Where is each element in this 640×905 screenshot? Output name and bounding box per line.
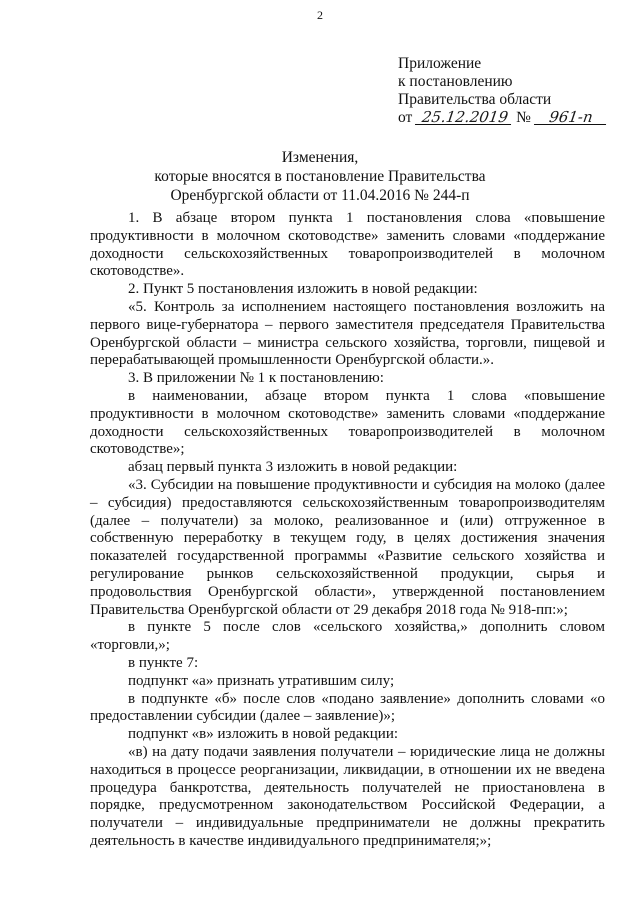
appendix-date-number-line [398, 109, 618, 127]
number-label: № [516, 109, 531, 126]
paragraph: «5. Контроль за исполнением настоящего постановления возложить на первого вице-губернатора – первого заместителя председателя Правительства Оренбургской области – министра сельского хозяйства, торговли, пищевой и перерабатывающей промышленности Оренбургской области.». [90, 298, 605, 369]
appendix-to-resolution: к постановлению [398, 73, 513, 90]
page-number: 2 [317, 8, 323, 22]
paragraph: 3. В приложении № 1 к постановлению: [128, 370, 384, 387]
title-line-2: которые вносятся в постановление Правительства [154, 168, 486, 185]
title-line-3: Оренбургской области от 11.04.2016 № 244-п [170, 187, 470, 204]
appendix-government: Правительства области [398, 91, 552, 108]
appendix-title: Приложение [398, 55, 482, 72]
document-title [0, 148, 640, 205]
paragraph: подпункт «в» изложить в новой редакции: [128, 726, 399, 743]
paragraph: в пункте 7: [128, 654, 199, 671]
document-body [90, 210, 605, 851]
paragraph: «в) на дату подачи заявления получатели – юридические лица не должны находиться в процессе реорганизации, ликвидации, в отношении их не введена процедура банкротства, деятельность получателей не приостановлена в порядке, предусмотренном законодательством Российской Федерации, а получатели – индивидуальные предприниматели не должны прекратить деятельность в качестве индивидуального предпринимателя;»; [90, 743, 605, 849]
paragraph: «3. Субсидии на повышение продуктивности и субсидия на молоко (далее – субсидия) предоставляются сельскохозяйственным товаропроизводителям (далее – получатели) за молоко, реализованное и (или) отгруженное в собственную переработку в текущем году, в целях достижения значения показателей государственной программы «Развитие сельского хозяйства и регулирование рынков сельскохозяйственной продукции, сырья и продовольствия Оренбургской области», утвержденной постановлением Правительства Оренбургской области от 29 декабря 2018 года № 918-пп:»; [90, 476, 605, 618]
paragraph: абзац первый пункта 3 изложить в новой редакции: [128, 459, 458, 476]
appendix-block [398, 55, 618, 127]
paragraph: в наименовании, абзаце втором пункта 1 слова «повышение продуктивности в молочном скотоводстве» заменить словами «поддержание доходности сельскохозяйственных товаропроизводителей в молочном скотоводстве»; [90, 387, 605, 458]
handwritten-date: 25.12.2019 [415, 110, 513, 125]
title-line-1: Изменения, [281, 149, 359, 166]
paragraph: 2. Пункт 5 постановления изложить в новой редакции: [128, 281, 478, 298]
from-label: от [398, 109, 413, 126]
paragraph: подпункт «а» признать утратившим силу; [128, 672, 395, 689]
paragraph: 1. В абзаце втором пункта 1 постановления слова «повышение продуктивности в молочном скотоводстве» заменить словами «поддержание доходности сельскохозяйственных товаропроизводителей в молочном скотоводстве». [90, 210, 605, 280]
paragraph: в подпункте «б» после слов «подано заявление» дополнить словами «о предоставлении субсидии (далее – заявление)»; [90, 690, 605, 725]
paragraph: в пункте 5 после слов «сельского хозяйства,» дополнить словом «торговли,»; [90, 619, 605, 654]
handwritten-number: 961-п [534, 110, 608, 125]
